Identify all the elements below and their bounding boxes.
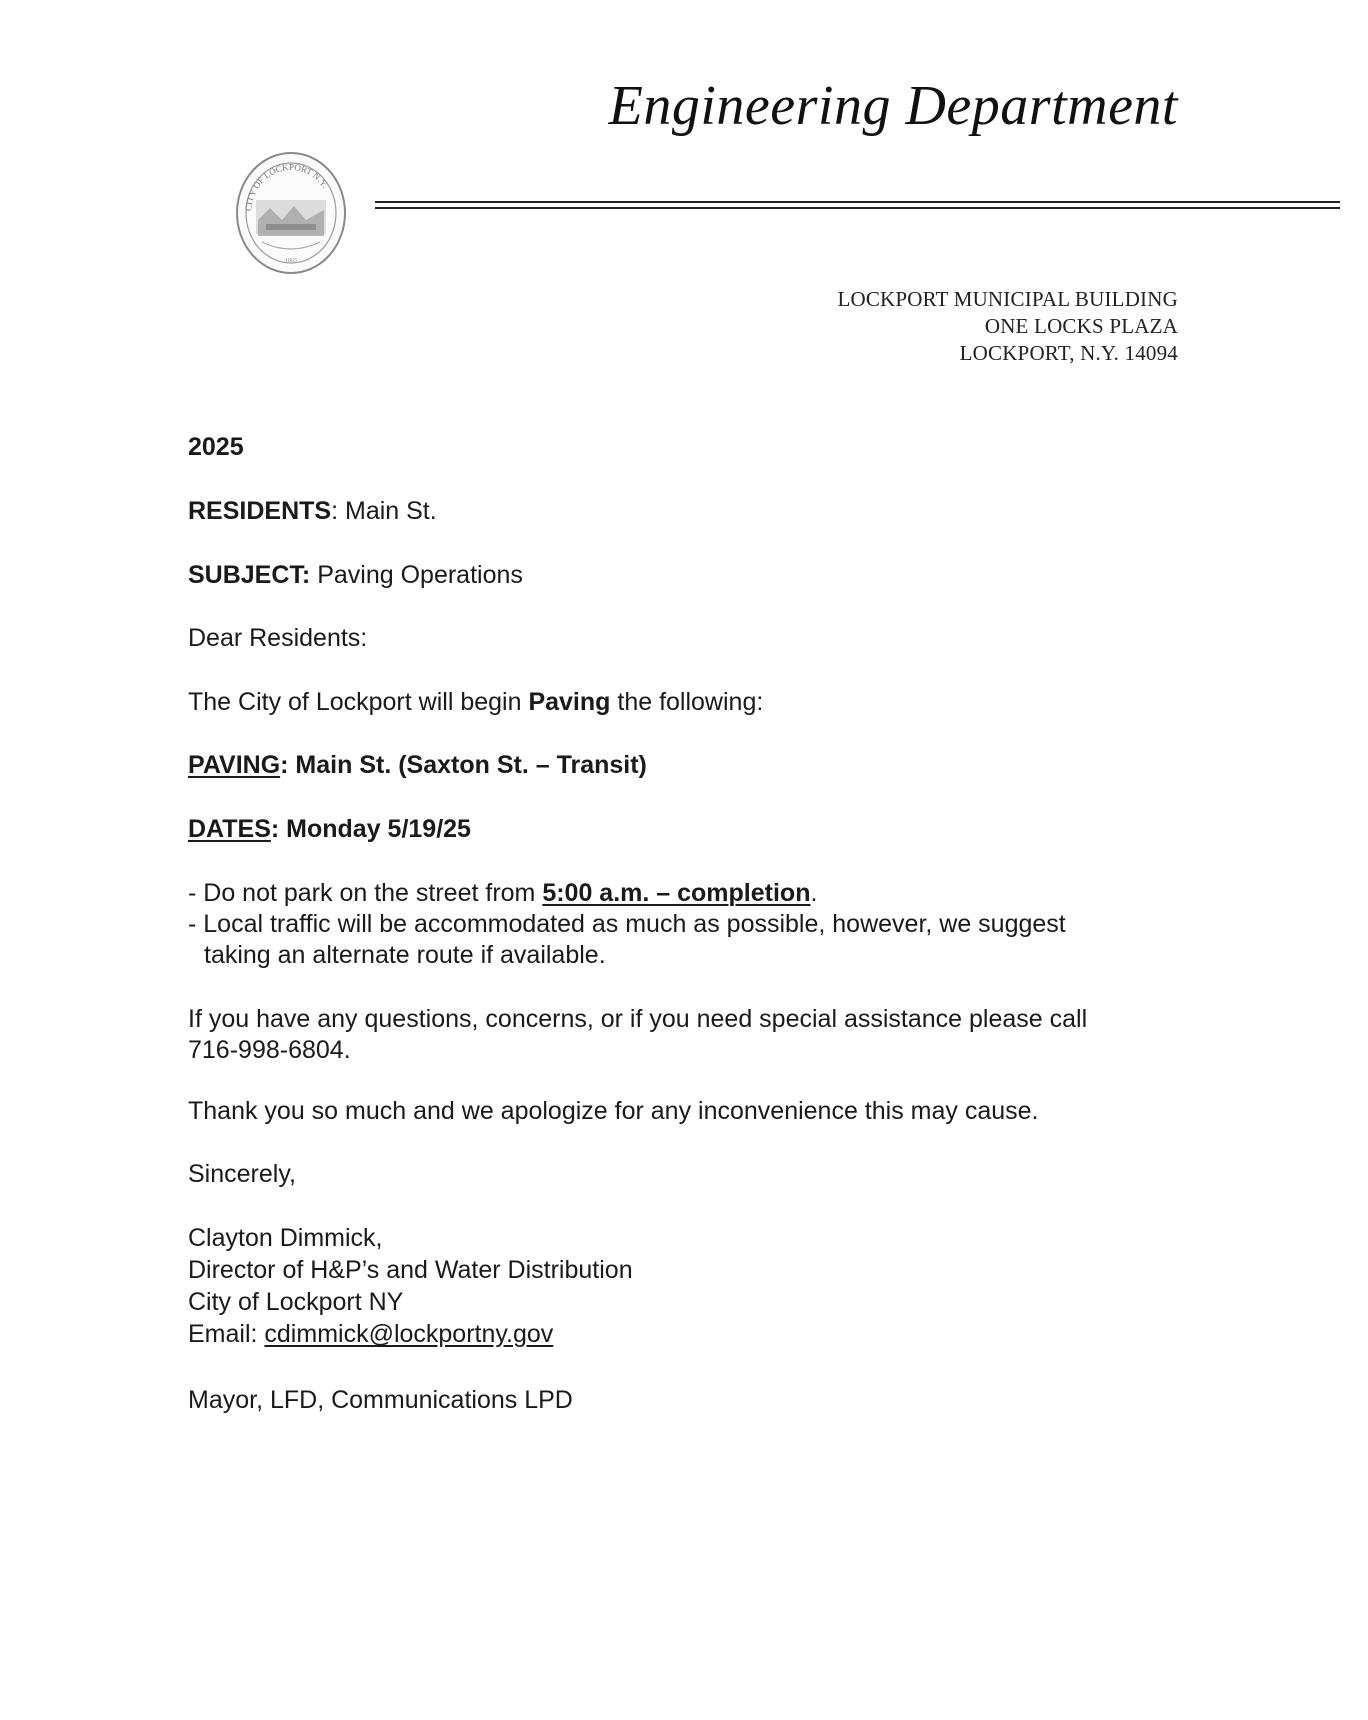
intro-line [188, 688, 763, 717]
intro-text: The City of Lockport will begin [188, 688, 529, 716]
questions-line-1: If you have any questions, concerns, or if you need special assistance please call [188, 1005, 1088, 1033]
instructions-list [188, 878, 1066, 971]
bullet-1-text: - Do not park on the street from [188, 879, 543, 907]
address-block [837, 286, 1178, 367]
subject-label: SUBJECT: [188, 561, 311, 589]
signer-title: Director of H&P’s and Water Distribution [188, 1256, 633, 1284]
paving-value: Main St. (Saxton St. – Transit) [295, 751, 647, 779]
bullet-1-time: 5:00 a.m. – completion [542, 879, 811, 907]
dates-label: DATES [188, 815, 271, 843]
closing: Sincerely, [188, 1160, 296, 1188]
residents-line: RESIDENTS: Main St. [188, 497, 437, 525]
email-label: Email: [188, 1320, 265, 1348]
city-seal-logo [234, 150, 348, 276]
dates-value: Monday 5/19/25 [286, 815, 471, 843]
salutation: Dear Residents: [188, 624, 368, 652]
header-double-rule [375, 201, 1340, 210]
bullet-1-end: . [810, 879, 818, 907]
questions-paragraph [188, 1004, 1087, 1066]
email-link[interactable]: cdimmick@lockportny.gov [264, 1320, 554, 1348]
email-line [188, 1318, 633, 1350]
subject-value: Paving Operations [317, 561, 523, 589]
residents-value: Main St. [345, 497, 437, 525]
residents-label: RESIDENTS [188, 497, 332, 525]
signer-org: City of Lockport NY [188, 1288, 404, 1316]
signer-name: Clayton Dimmick, [188, 1224, 383, 1252]
dates-line: DATES: Monday 5/19/25 [188, 815, 471, 843]
department-title: Engineering Department [608, 75, 1178, 137]
subject-line [188, 561, 523, 590]
letter-year: 2025 [188, 433, 244, 461]
intro-text-end: the following: [610, 688, 764, 716]
svg-text:1865: 1865 [285, 258, 297, 264]
paving-line: PAVING: Main St. (Saxton St. – Transit) [188, 751, 647, 779]
intro-bold-text: Paving [528, 688, 611, 716]
cc-line: Mayor, LFD, Communications LPD [188, 1386, 573, 1414]
svg-text:CITY OF LOCKPORT N.Y.: CITY OF LOCKPORT N.Y. [243, 161, 331, 212]
list-item: - Local traffic will be accommodated as much as possible, however, we suggest [188, 910, 1066, 938]
address-line-2: ONE LOCKS PLAZA [984, 314, 1178, 338]
address-line-1: LOCKPORT MUNICIPAL BUILDING [837, 287, 1178, 311]
signature-block [188, 1222, 633, 1350]
list-item-continued: taking an alternate route if available. [204, 941, 606, 969]
address-line-3: LOCKPORT, N.Y. 14094 [959, 341, 1178, 365]
paving-label: PAVING [188, 751, 281, 779]
contact-phone: 716-998-6804. [188, 1036, 351, 1064]
thanks-paragraph: Thank you so much and we apologize for any inconvenience this may cause. [188, 1097, 1039, 1125]
list-item [188, 878, 1066, 909]
